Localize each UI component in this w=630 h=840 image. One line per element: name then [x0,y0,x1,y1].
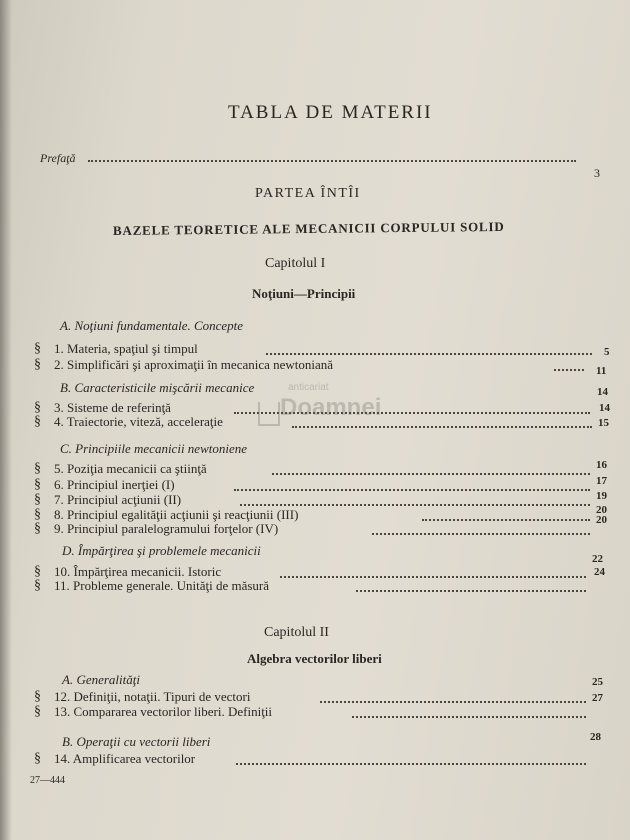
section-generalitati: A. Generalităţi [62,672,140,687]
page-gutter-shadow [0,0,12,840]
chapter-2-heading: Capitolul II [264,625,329,640]
leader-dots [240,504,590,506]
leader-dots [234,489,590,491]
entry-label: 7. Principiul acţiunii (II) [54,492,182,507]
entry-label: 9. Principiul paralelogramului forţelor (IV) [54,521,279,536]
preface-label: Prefaţă [40,151,76,165]
section-d-page: 22 [592,553,603,565]
entry-page: 24 [594,566,605,578]
leader-dots [266,353,592,355]
part-subtitle: BAZELE TEORETICE ALE MECANICII CORPULUI SOLID [112,218,505,239]
paragraph-mark: § [34,477,41,492]
entry-label: 3. Sisteme de referinţă [54,400,171,415]
page-title: TABLA DE MATERII [228,102,433,123]
chapter-1-heading: Capitolul I [265,256,326,271]
preface-page-number: 3 [594,166,600,180]
entry-page: 20 [596,514,607,526]
paragraph-mark: § [34,461,41,476]
section-operatii-page: 28 [590,731,601,743]
leader-dots [320,701,586,703]
entry-label: 12. Definiţii, notaţii. Tipuri de vectori [54,689,251,704]
part-title: PARTEA ÎNTÎI [255,186,361,201]
entry-label: 8. Principiul egalităţii acţiunii şi reacţiunii (III) [54,507,299,522]
leader-dots [272,473,590,475]
watermark-main-text: Doamnei [280,394,382,421]
leader-dots [356,590,586,592]
page-footer-signature: 27—444 [30,775,65,786]
leader-dots [372,533,590,535]
paragraph-mark: § [34,751,41,766]
entry-label: 6. Principiul inerţiei (I) [54,477,175,492]
paragraph-mark: § [34,578,41,593]
leader-dots [352,716,586,718]
entry-page: 5 [604,346,610,358]
entry-label: 1. Materia, spaţiul şi timpul [54,341,198,356]
leader-dots [554,369,584,371]
chapter-1-title: Noţiuni—Principii [252,286,356,301]
leader-dots [236,763,586,765]
paragraph-mark: § [34,689,41,704]
chapter-2-title: Algebra vectorilor liberi [247,651,382,666]
entry-label: 11. Probleme generale. Unităţi de măsură [54,578,270,593]
entry-page: 15 [598,417,609,429]
entry-label: 5. Poziţia mecanicii ca ştiinţă [54,461,207,476]
preface-leader-dots [88,160,576,162]
entry-page: 27 [592,692,603,704]
paragraph-mark: § [34,341,41,356]
section-b-page: 14 [597,386,608,398]
section-b: B. Caracteristicile mişcării mecanice [60,380,255,395]
paragraph-mark: § [34,507,41,522]
section-generalitati-page: 25 [592,676,603,688]
watermark [258,380,382,438]
section-c: C. Principiile mecanicii newtoniene [60,441,248,456]
section-a: A. Noţiuni fundamentale. Concepte [60,318,244,333]
paragraph-mark: § [34,564,41,579]
entry-page: 16 [596,459,607,471]
entry-label: 10. Împărţirea mecanicii. Istoric [54,564,222,579]
entry-label: 4. Traiectorie, viteză, acceleraţie [54,414,223,429]
entry-page: 20 [596,504,607,516]
entry-label: 14. Amplificarea vectorilor [54,751,196,766]
paragraph-mark: § [34,521,41,536]
paragraph-mark: § [34,704,41,719]
leader-dots [280,576,586,578]
entry-page: 19 [596,490,607,502]
paragraph-mark: § [34,414,41,429]
watermark-small-text: anticariat [288,382,329,393]
entry-page: 11 [596,365,607,377]
entry-page: 14 [599,402,610,414]
section-operatii: B. Operaţii cu vectorii liberi [62,734,211,749]
leader-dots [422,519,590,521]
paragraph-mark: § [34,357,41,372]
paragraph-mark: § [34,400,41,415]
watermark-logo-icon [258,402,280,426]
entry-label: 2. Simplificări şi aproximaţii în mecanica newtoniană [54,357,334,372]
section-d: D. Împărţirea şi problemele mecanicii [62,543,261,558]
entry-page: 17 [596,475,607,487]
entry-label: 13. Compararea vectorilor liberi. Definiţii [54,704,273,719]
paragraph-mark: § [34,492,41,507]
